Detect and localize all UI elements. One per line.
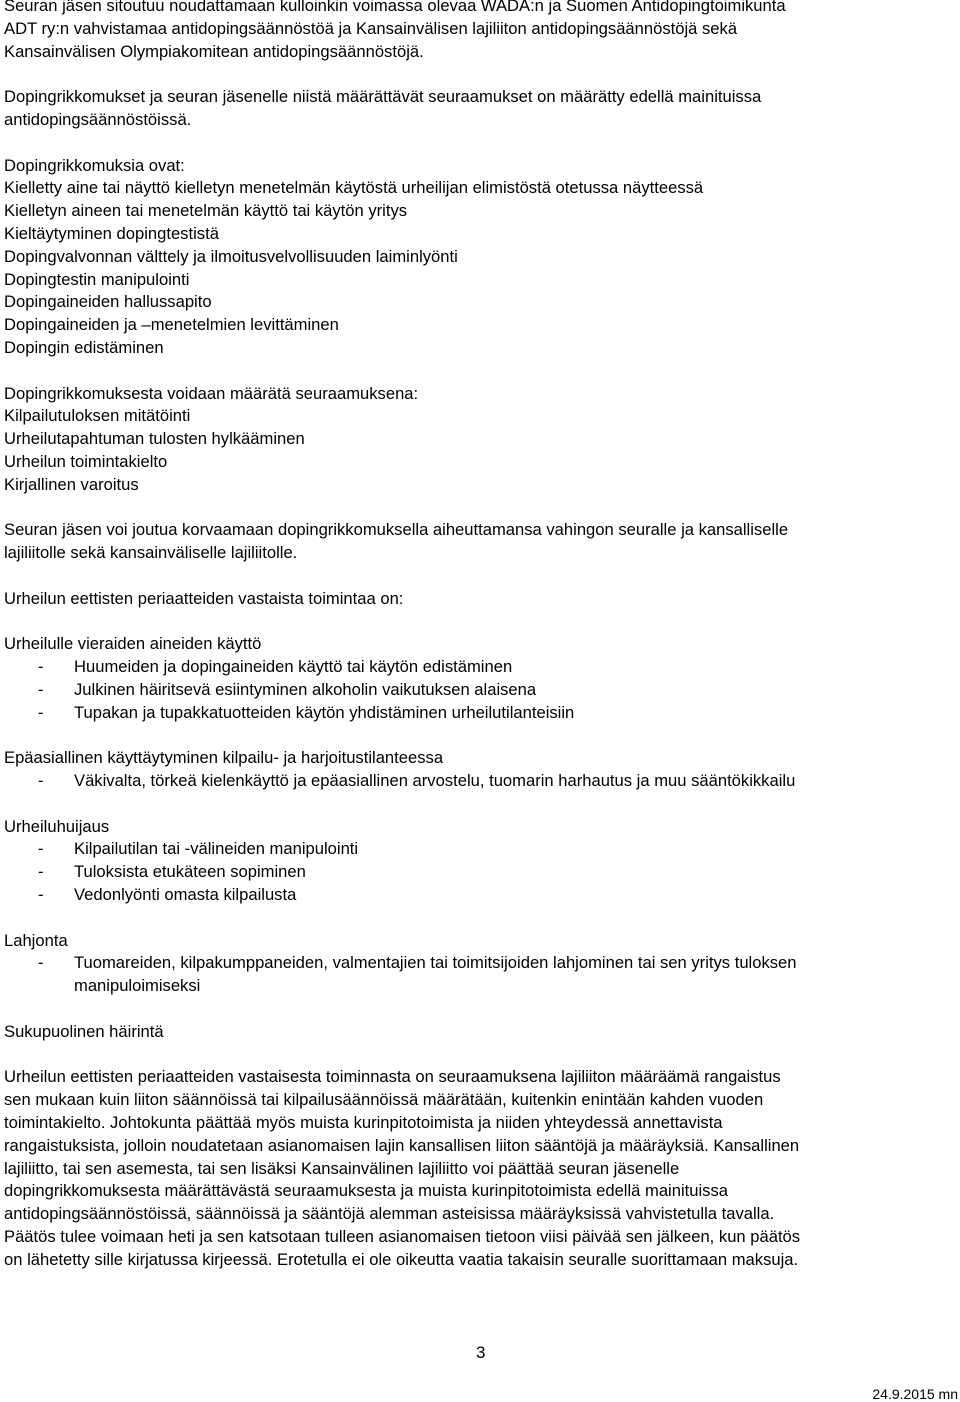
text-line: ADT ry:n vahvistamaa antidopingsäännöstöä ja Kansainvälisen lajiliiton antidopingsäännöstöjä sekä: [4, 18, 738, 38]
list-item: [4, 656, 954, 679]
cheating-section: [4, 816, 954, 907]
penalties-section: [4, 383, 954, 497]
penalty-item: Kirjallinen varoitus: [4, 474, 139, 494]
violation-item: Dopingin edistäminen: [4, 337, 164, 357]
violations-heading: Dopingrikkomuksia ovat:: [4, 155, 185, 175]
substances-section: [4, 633, 954, 724]
penalty-item: Kilpailutuloksen mitätöinti: [4, 406, 191, 426]
behavior-heading: Epäasiallinen käyttäytyminen kilpailu- ja harjoitustilanteessa: [4, 748, 444, 768]
list-item-text: Huumeiden ja dopingaineiden käyttö tai käytön edistäminen: [74, 657, 513, 677]
date-stamp: 24.9.2015 mn: [872, 1386, 958, 1402]
list-item: [4, 770, 954, 793]
document-page: [4, 0, 954, 1272]
closing-paragraph: [4, 1066, 954, 1271]
text-line: dopingrikkomuksesta määrättävästä seuraamuksesta ja muista kurinpitotoimista edellä mainituissa: [4, 1181, 729, 1201]
violation-item: Kielletyn aineen tai menetelmän käyttö tai käytön yritys: [4, 201, 408, 221]
list-item-text: Julkinen häiritsevä esiintyminen alkoholin vaikutuksen alaisena: [74, 679, 537, 699]
text-line: Kansainvälisen Olympiakomitean antidopingsäännöstöjä.: [4, 41, 424, 61]
list-item-text: Tuomareiden, kilpakumppaneiden, valmentajien tai toimitsijoiden lahjominen tai sen yritys tuloksen: [74, 953, 797, 973]
text-line: toimintakielto. Johtokunta päättää myös muista kurinpitotoimista ja niiden yhteydessä annettavista: [4, 1113, 723, 1133]
list-item-text: Tupakan ja tupakkatuotteiden käytön yhdistäminen urheilutilanteisiin: [74, 702, 575, 722]
bribery-section: [4, 930, 954, 998]
intro-paragraph: [4, 0, 954, 63]
dash-marker: -: [38, 885, 44, 905]
bribery-heading: Lahjonta: [4, 930, 68, 950]
list-item-text: Kilpailutilan tai -välineiden manipulointi: [74, 839, 359, 859]
list-item: [4, 952, 954, 975]
cheating-heading: Urheiluhuijaus: [4, 816, 110, 836]
damages-paragraph: [4, 519, 954, 565]
list-item: [4, 702, 954, 725]
list-item: [4, 884, 954, 907]
violations-section: [4, 155, 954, 360]
violation-item: Dopingaineiden hallussapito: [4, 292, 212, 312]
list-item: [4, 838, 954, 861]
dash-marker: -: [38, 953, 44, 973]
text-line: on lähetetty sille kirjatussa kirjeessä. Erotetulla ei ole oikeutta vaatia takaisin seuralle suorittamaan maksuja.: [4, 1249, 799, 1269]
sanctions-intro-paragraph: [4, 86, 954, 132]
text-line: Seuran jäsen voi joutua korvaamaan dopingrikkomuksella aiheuttamansa vahingon seuralle ja kansalliselle: [4, 520, 789, 540]
text-line: Päätös tulee voimaan heti ja sen katsotaan tulleen asianomaisen tietoon viisi päivää sen jälkeen, kun päätös: [4, 1227, 801, 1247]
text-line: Urheilun eettisten periaatteiden vastaisesta toiminnasta on seuraamuksena lajiliiton määräämä rangaistus: [4, 1067, 781, 1087]
list-item-text: Vedonlyönti omasta kilpailusta: [74, 885, 297, 905]
text-line: antidopingsäännöstöissä.: [4, 109, 192, 129]
ethics-heading: Urheilun eettisten periaatteiden vastaista toimintaa on:: [4, 588, 404, 608]
text-line: sen mukaan kuin liiton säännöissä tai kilpailusäännöissä määrätään, kuitenkin enintään kahden vuoden: [4, 1090, 764, 1110]
text-line: Seuran jäsen sitoutuu noudattamaan kulloinkin voimassa olevaa WADA:n ja Suomen Antidopingtoimikunta: [4, 0, 786, 15]
dash-marker: -: [38, 771, 44, 791]
dash-marker: -: [38, 862, 44, 882]
list-item: [4, 861, 954, 884]
violation-item: Dopingvalvonnan välttely ja ilmoitusvelvollisuuden laiminlyönti: [4, 246, 458, 266]
dash-marker: -: [38, 679, 44, 699]
text-line: lajiliitolle sekä kansainväliselle lajiliitolle.: [4, 543, 298, 563]
substances-heading: Urheilulle vieraiden aineiden käyttö: [4, 634, 262, 654]
text-line: rangaistuksista, jolloin noudatetaan asianomaisen lajin kansallisen liiton sääntöjä ja määräyksiä. Kansallinen: [4, 1135, 800, 1155]
list-item-text: Väkivalta, törkeä kielenkäyttö ja epäasiallinen arvostelu, tuomarin harhautus ja muu sääntökikkailu: [74, 771, 796, 791]
violation-item: Kieltäytyminen dopingtestistä: [4, 223, 219, 243]
page-number: 3: [476, 1343, 486, 1362]
text-line: antidopingsäännöstöissä, säännöissä ja sääntöjä alemman asteisissa määräyksissä vahvistetulla tavalla.: [4, 1204, 775, 1224]
dash-marker: -: [38, 702, 44, 722]
violation-item: Dopingaineiden ja –menetelmien levittäminen: [4, 315, 339, 335]
behavior-section: [4, 747, 954, 793]
violation-item: Kielletty aine tai näyttö kielletyn menetelmän käytöstä urheilijan elimistöstä otetussa näytteessä: [4, 178, 704, 198]
list-item: [4, 679, 954, 702]
list-item-continuation: manipuloimiseksi: [74, 976, 201, 996]
dash-marker: -: [38, 839, 44, 859]
penalties-heading: Dopingrikkomuksesta voidaan määrätä seuraamuksena:: [4, 383, 419, 403]
text-line: Dopingrikkomukset ja seuran jäsenelle niistä määrättävät seuraamukset on määrätty edellä mainituissa: [4, 87, 762, 107]
penalty-item: Urheilutapahtuman tulosten hylkääminen: [4, 429, 305, 449]
violation-item: Dopingtestin manipulointi: [4, 269, 190, 289]
dash-marker: -: [38, 657, 44, 677]
harassment-heading: Sukupuolinen häirintä: [4, 1021, 164, 1041]
text-line: lajiliitto, tai sen asemesta, tai sen lisäksi Kansainvälinen lajiliitto voi päättää seuran jäsenelle: [4, 1158, 680, 1178]
list-item-text: Tuloksista etukäteen sopiminen: [74, 862, 306, 882]
penalty-item: Urheilun toimintakielto: [4, 451, 168, 471]
